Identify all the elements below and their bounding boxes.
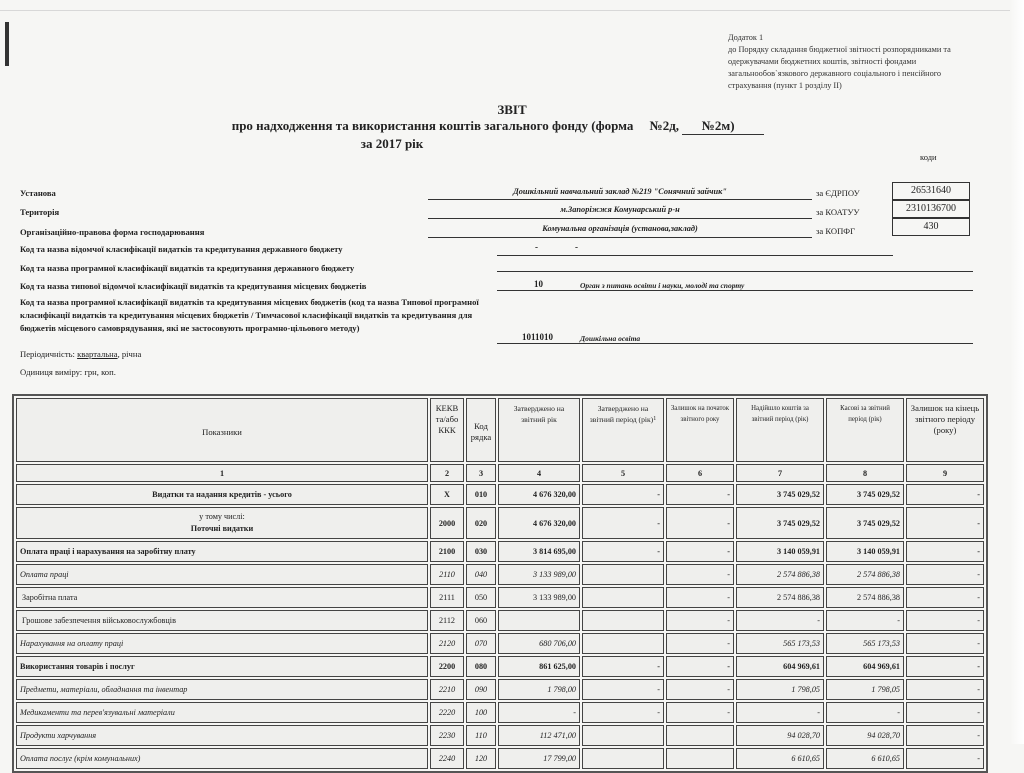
table-row-wages-and-accruals (16, 541, 984, 562)
row-approved-year: 4 676 320,00 (498, 484, 580, 505)
row-balance-end: - (906, 633, 984, 654)
header-balance-end: Залишок на кінець звітного періоду (року) (906, 398, 984, 462)
table-header-row (16, 398, 984, 462)
row-cash-expenses: 2 574 886,38 (826, 587, 904, 608)
row-approved-period: - (582, 679, 664, 700)
row-received: - (736, 610, 824, 631)
legal-form-value: Комунальна організація (установа,заклад) (542, 224, 698, 233)
row-approved-period (582, 564, 664, 585)
form-2m (682, 118, 764, 135)
row-balance-start: - (666, 633, 734, 654)
row-approved-year: 680 706,00 (498, 633, 580, 654)
row-kekv: 2110 (430, 564, 464, 585)
row-cash-expenses: 3 745 029,52 (826, 507, 904, 539)
col-num-2: 2 (430, 464, 464, 482)
territory-label: Територія (20, 207, 60, 217)
row-kekv: 2111 (430, 587, 464, 608)
row-code: 110 (466, 725, 496, 746)
periodicity (20, 349, 141, 359)
institution-value: Дошкільний навчальний заклад №219 "Сонячний зайчик" (513, 187, 727, 196)
row-indicator-name: Оплата праці (16, 564, 428, 585)
row-balance-start (666, 725, 734, 746)
row-kekv: 2000 (430, 507, 464, 539)
row-code: 060 (466, 610, 496, 631)
row-received: 1 798,05 (736, 679, 824, 700)
row-cash-expenses: - (826, 702, 904, 723)
header-balance-start: Залишок на початок звітного року (666, 398, 734, 462)
table-row-payroll-accruals (16, 633, 984, 654)
row-cash-expenses: 2 574 886,38 (826, 564, 904, 585)
row-indicator-name: Грошове забезпечення військовослужбовців (16, 610, 428, 631)
row-kekv: 2120 (430, 633, 464, 654)
koatuu-label: за КОАТУУ (816, 207, 860, 217)
annex-note (728, 32, 978, 92)
col-num-4: 4 (498, 464, 580, 482)
row-approved-period (582, 633, 664, 654)
table-row-food-products (16, 725, 984, 746)
row-approved-period (582, 725, 664, 746)
row-indicator-name: Предмети, матеріали, обладнання та інвентар (16, 679, 428, 700)
periodicity-quarterly: квартальна (77, 349, 118, 359)
row-balance-start: - (666, 541, 734, 562)
row-received: 94 028,70 (736, 725, 824, 746)
row-approved-period (582, 748, 664, 769)
scan-mark (5, 22, 9, 66)
legal-form-label: Організаційно-правова форма господарювання (20, 227, 205, 237)
row-indicator-name: Медикаменти та перев'язувальні матеріали (16, 702, 428, 723)
row-indicator-name: Нарахування на оплату праці (16, 633, 428, 654)
row-indicator-name: Заробітна плата (16, 587, 428, 608)
header-row-code: Код рядка (466, 398, 496, 462)
row-balance-start (666, 748, 734, 769)
institution-underline (428, 199, 812, 200)
dept-state-name: - (575, 242, 578, 252)
row-balance-start: - (666, 679, 734, 700)
row-name-text: Поточні видатки (190, 524, 254, 533)
table-body (16, 484, 984, 769)
row-kekv: X (430, 484, 464, 505)
row-balance-start: - (666, 702, 734, 723)
dept-local-name: Орган з питань освіти і науки, молоді та спорту (580, 281, 745, 290)
subtitle-text: про надходження та використання коштів загального фонду (форма (231, 118, 634, 133)
row-cash-expenses: 94 028,70 (826, 725, 904, 746)
row-code: 070 (466, 633, 496, 654)
periodicity-annual: , річна (117, 349, 142, 359)
table-row-salary (16, 587, 984, 608)
prog-local-name: Дошкільна освіта (580, 334, 641, 343)
row-cash-expenses: 3 140 059,91 (826, 541, 904, 562)
row-balance-end: - (906, 484, 984, 505)
row-kekv: 2200 (430, 656, 464, 677)
table-row-labor-remuneration (16, 564, 984, 585)
row-received: 3 140 059,91 (736, 541, 824, 562)
row-received: 2 574 886,38 (736, 564, 824, 585)
table-row-medicines-dressings (16, 702, 984, 723)
header-cash-expenses: Касові за звітний період (рік) (826, 398, 904, 462)
header-indicators: Показники (16, 398, 428, 462)
row-code: 030 (466, 541, 496, 562)
edrpou-label: за ЄДРПОУ (816, 188, 860, 198)
row-received: 604 969,61 (736, 656, 824, 677)
territory-underline (428, 218, 812, 219)
row-code: 010 (466, 484, 496, 505)
row-approved-year: 3 133 989,00 (498, 564, 580, 585)
col-num-9: 9 (906, 464, 984, 482)
legal-form-underline (428, 237, 812, 238)
header-approved-year: Затверджено на звітний рік (498, 398, 580, 462)
report-title: ЗВІТ (497, 102, 527, 117)
row-approved-period (582, 587, 664, 608)
report-table (12, 394, 988, 773)
row-approved-period: - (582, 507, 664, 539)
col-num-1: 1 (16, 464, 428, 482)
row-received: 2 574 886,38 (736, 587, 824, 608)
col-num-5: 5 (582, 464, 664, 482)
row-approved-year: 4 676 320,00 (498, 507, 580, 539)
dept-state-label: Код та назва відомчої класифікації видатків та кредитування державного бюджету (20, 244, 343, 254)
institution-label: Установа (20, 188, 56, 198)
row-balance-end: - (906, 748, 984, 769)
row-approved-year: 1 798,00 (498, 679, 580, 700)
codes-label: коди (920, 152, 937, 162)
row-code: 050 (466, 587, 496, 608)
row-code: 020 (466, 507, 496, 539)
edrpou-code: 26531640 (892, 182, 970, 200)
row-cash-expenses: 565 173,53 (826, 633, 904, 654)
territory-value: м.Запоріжжя Комунарський р-н (560, 205, 680, 214)
kopfg-label: за КОПФГ (816, 226, 856, 236)
row-approved-year (498, 610, 580, 631)
row-balance-end: - (906, 679, 984, 700)
col-num-8: 8 (826, 464, 904, 482)
table-row-current-expenditures (16, 507, 984, 539)
row-balance-end: - (906, 507, 984, 539)
table-row-military-allowance (16, 610, 984, 631)
row-cash-expenses: - (826, 610, 904, 631)
row-balance-start: - (666, 610, 734, 631)
row-received: 3 745 029,52 (736, 507, 824, 539)
periodicity-label: Періодичність: (20, 349, 75, 359)
row-approved-year: 17 799,00 (498, 748, 580, 769)
dept-local-underline (497, 290, 973, 291)
row-received: 6 610,65 (736, 748, 824, 769)
row-indicator-name (16, 507, 428, 539)
row-balance-start: - (666, 587, 734, 608)
row-balance-end: - (906, 541, 984, 562)
row-name-prefix: у тому числі: (199, 512, 245, 521)
report-year: за 2017 рік (360, 136, 424, 151)
row-code: 080 (466, 656, 496, 677)
dept-state-underline (497, 255, 893, 256)
col-num-3: 3 (466, 464, 496, 482)
row-balance-start: - (666, 564, 734, 585)
dept-local-code: 10 (534, 279, 543, 289)
row-code: 040 (466, 564, 496, 585)
row-approved-period: - (582, 484, 664, 505)
dept-state-code: - (535, 242, 538, 252)
unit-of-measure: Одиниця виміру: грн, коп. (20, 367, 116, 377)
prog-state-label: Код та назва програмної класифікації видатків та кредитування державного бюджету (20, 263, 355, 273)
table-row-items-materials-equipment (16, 679, 984, 700)
row-kekv: 2112 (430, 610, 464, 631)
row-kekv: 2240 (430, 748, 464, 769)
row-kekv: 2210 (430, 679, 464, 700)
annex-title: Додаток 1 (728, 33, 764, 42)
row-cash-expenses: 6 610,65 (826, 748, 904, 769)
kopfg-code: 430 (892, 218, 970, 236)
row-code: 090 (466, 679, 496, 700)
row-cash-expenses: 1 798,05 (826, 679, 904, 700)
scan-top-edge (0, 10, 1024, 11)
row-approved-year: 3 814 695,00 (498, 541, 580, 562)
row-balance-end: - (906, 587, 984, 608)
row-balance-start: - (666, 656, 734, 677)
prog-state-underline (497, 271, 973, 272)
row-balance-end: - (906, 656, 984, 677)
table-row-services-payment (16, 748, 984, 769)
row-kekv: 2220 (430, 702, 464, 723)
row-balance-end: - (906, 610, 984, 631)
row-code: 120 (466, 748, 496, 769)
row-received: 565 173,53 (736, 633, 824, 654)
row-indicator-name: Продукти харчування (16, 725, 428, 746)
row-balance-end: - (906, 702, 984, 723)
row-approved-year: - (498, 702, 580, 723)
form-2d: №2д, (649, 118, 680, 133)
form-2m-text: №2м) (701, 118, 735, 133)
row-balance-end: - (906, 564, 984, 585)
header-received: Надійшло коштів за звітний період (рік) (736, 398, 824, 462)
row-kekv: 2100 (430, 541, 464, 562)
prog-local-label: Код та назва програмної класифікації видатків та кредитування місцевих бюджетів (код та назва Типової програмної класифікації видатків та кредитування місцевих бюджетів / Тимчасової класифікації видатків та кредитування для бюджетів місцевого самоврядування, які не застосовують програмно-цільового методу) (20, 297, 479, 333)
column-number-row (16, 464, 984, 482)
row-approved-year: 3 133 989,00 (498, 587, 580, 608)
row-approved-period: - (582, 541, 664, 562)
row-balance-end: - (906, 725, 984, 746)
prog-local-underline (497, 343, 973, 344)
row-balance-start: - (666, 484, 734, 505)
row-received: - (736, 702, 824, 723)
col-num-7: 7 (736, 464, 824, 482)
row-received: 3 745 029,52 (736, 484, 824, 505)
row-approved-period (582, 610, 664, 631)
annex-text: до Порядку складання бюджетної звітності розпорядниками та одержувачами бюджетних коштів, звітності фондами загальнообов`язкового державного соціального і пенсійного страхування (пункт 1 розділу II) (728, 45, 951, 90)
header-footnote-mark: 1 (653, 416, 657, 422)
row-cash-expenses: 3 745 029,52 (826, 484, 904, 505)
row-approved-period: - (582, 702, 664, 723)
row-code: 100 (466, 702, 496, 723)
table-row-goods-and-services (16, 656, 984, 677)
row-kekv: 2230 (430, 725, 464, 746)
row-approved-year: 112 471,00 (498, 725, 580, 746)
header-approved-period-text: Затверджено на звітний період (рік) (589, 404, 654, 424)
koatuu-code: 2310136700 (892, 200, 970, 218)
row-cash-expenses: 604 969,61 (826, 656, 904, 677)
row-approved-period: - (582, 656, 664, 677)
row-indicator-name: Оплата праці і нарахування на заробітну плату (16, 541, 428, 562)
report-subtitle (0, 118, 1010, 135)
col-num-6: 6 (666, 464, 734, 482)
dept-local-label: Код та назва типової відомчої класифікації видатків та кредитування місцевих бюджетів (20, 281, 367, 291)
row-indicator-name: Оплата послуг (крім комунальних) (16, 748, 428, 769)
row-approved-year: 861 625,00 (498, 656, 580, 677)
row-indicator-name: Видатки та надання кредитів - усього (16, 484, 428, 505)
row-balance-start: - (666, 507, 734, 539)
header-approved-period (582, 398, 664, 462)
row-indicator-name: Використання товарів і послуг (16, 656, 428, 677)
prog-local-code: 1011010 (522, 332, 554, 342)
table-row-total-expenditures (16, 484, 984, 505)
header-kekv: КЕКВ та/або ККК (430, 398, 464, 462)
